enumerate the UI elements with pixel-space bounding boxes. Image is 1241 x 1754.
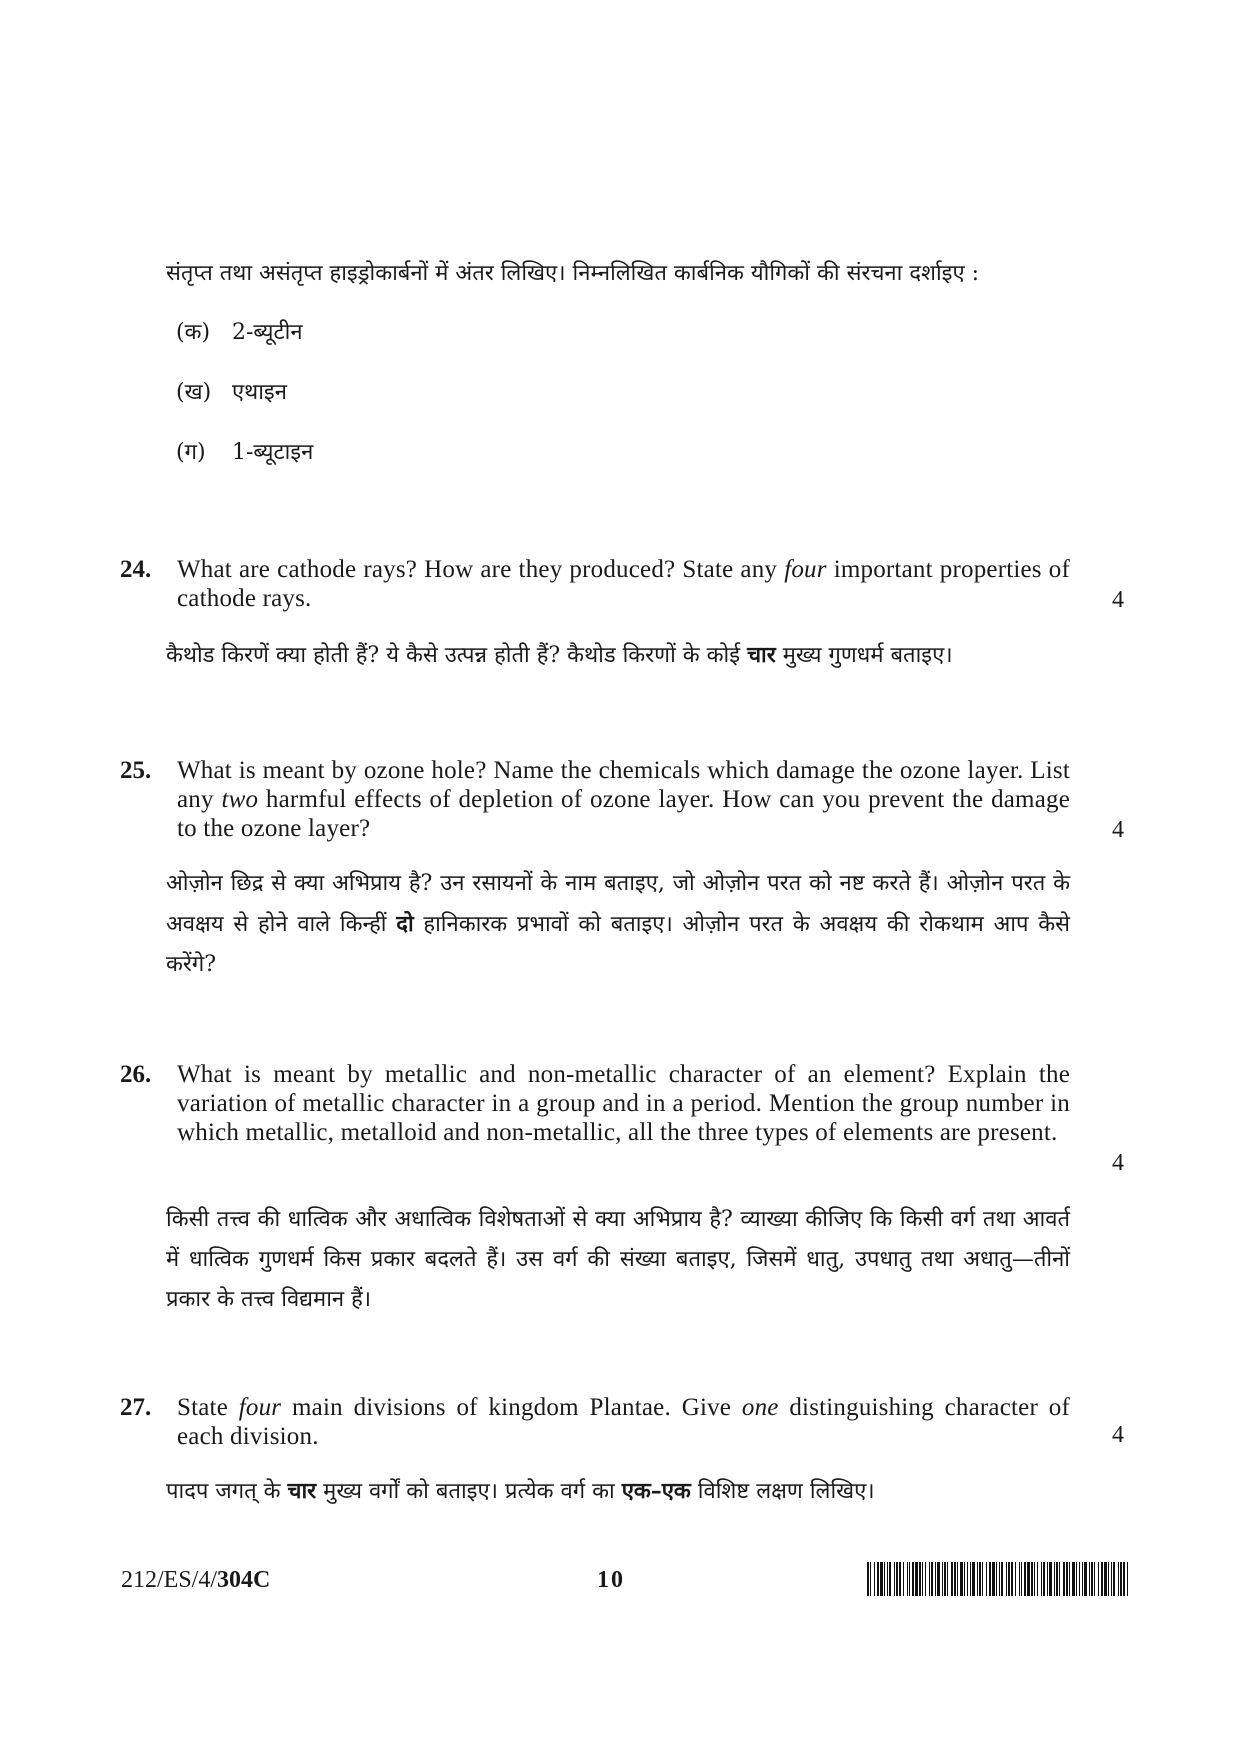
question-24-marks: 4	[1112, 587, 1124, 613]
question-number-25: 25.	[120, 757, 152, 784]
question-number-24: 24.	[120, 556, 152, 583]
question-26-english: What is meant by metallic and non-metallic character of an element? Explain the variation of metallic character in a group and in a period. Mention the group number in which metallic, metalloid and non-metallic, all the three types of elements are present.	[177, 1061, 1070, 1146]
q25-hi-part: ओज़ोन छिद्र से क्या अभिप्राय है? उन रसायनों के नाम बताइए, जो ओज़ोन परत को नष्ट करते हैं। ओज़ोन परत के अवक्षय से होने वाले किन्हीं	[166, 871, 1070, 937]
intro-hindi: संतृप्त तथा असंतृप्त हाइड्रोकार्बनों में अंतर लिखिए। निम्नलिखित कार्बनिक यौगिकों की संरचना दर्शाइए :	[166, 261, 980, 286]
question-27-english	[177, 1393, 1070, 1451]
q25-en-part: harmful effects of depletion of ozone layer. How can you prevent the damage to the ozone layer?	[177, 786, 1071, 842]
q27-hi-part: मुख्य वर्गों को बताइए। प्रत्येक वर्ग का	[316, 1479, 622, 1504]
q24-hi-emphasis: चार	[747, 642, 776, 668]
paper-code-bold: 304C	[217, 1567, 271, 1593]
intro-option-1	[176, 316, 303, 346]
question-25-hindi	[166, 864, 1070, 985]
q27-hi-part: पादप जगत् के	[166, 1479, 288, 1504]
q27-en-part: main divisions of kingdom Plantae. Give	[281, 1394, 742, 1421]
q25-en-part: What is meant by ozone hole? Name the chemicals which damage the ozone layer. List any	[177, 757, 1070, 813]
option-label: (ख)	[176, 380, 212, 405]
question-24-english	[177, 555, 1070, 613]
question-26-hindi: किसी तत्त्व की धात्विक और अधात्विक विशेषताओं से क्या अभिप्राय है? व्याख्या कीजिए कि किसी वर्ग तथा आवर्त में धात्विक गुणधर्म किस प्रकार बदलते हैं। उस वर्ग की संख्या बताइए, जिसमें धातु, उपधातु तथा अधातु—तीनों प्रकार के तत्त्व विद्यमान हैं।	[166, 1207, 1070, 1312]
question-number-27: 27.	[120, 1394, 152, 1421]
q27-en-part: State	[177, 1394, 239, 1421]
intro-option-3	[176, 436, 313, 466]
q24-en-part: important properties of cathode rays.	[177, 556, 1071, 612]
q25-en-emphasis: two	[221, 786, 259, 813]
question-24-hindi	[166, 635, 1070, 676]
q25-hi-part: हानिकारक प्रभावों को बताइए। ओज़ोन परत के अवक्षय की रोकथाम आप कैसे करेंगे?	[166, 912, 1070, 977]
q24-en-part: What are cathode rays? How are they produced? State any	[177, 556, 785, 583]
question-27-marks: 4	[1112, 1422, 1124, 1448]
question-25-marks: 4	[1112, 817, 1124, 843]
q27-hi-part: विशिष्ट लक्षण लिखिए।	[690, 1479, 875, 1504]
option-text: 1-ब्यूटाइन	[232, 440, 314, 465]
intro-option-2	[176, 376, 287, 406]
option-label: (क)	[176, 320, 211, 345]
paper-code	[121, 1567, 270, 1594]
question-25-english	[177, 756, 1070, 843]
question-26-marks: 4	[1112, 1150, 1124, 1176]
q27-en-part: distinguishing character of each division.	[177, 1394, 1070, 1450]
page-number: 10	[597, 1567, 625, 1593]
paper-code-prefix: 212/ES/4/	[121, 1567, 218, 1593]
q27-hi-emphasis: चार	[287, 1478, 317, 1504]
q24-hi-part: कैथोड किरणें क्या होती हैं? ये कैसे उत्पन्न होती हैं? कैथोड किरणों के कोई	[166, 643, 748, 668]
barcode-icon	[867, 1562, 1129, 1596]
option-text: 2-ब्यूटीन	[232, 320, 303, 345]
option-text: एथाइन	[232, 380, 287, 405]
question-number-26: 26.	[120, 1061, 152, 1088]
q25-hi-emphasis: दो	[396, 911, 414, 937]
option-label: (ग)	[176, 440, 206, 465]
q27-hi-emphasis: एक–एक	[621, 1478, 691, 1504]
q27-en-emphasis: four	[238, 1394, 282, 1421]
q24-hi-part: मुख्य गुणधर्म बताइए।	[775, 643, 953, 668]
q24-en-emphasis: four	[784, 556, 827, 583]
q27-en-emphasis: one	[741, 1394, 779, 1421]
question-27-hindi	[166, 1471, 1070, 1512]
